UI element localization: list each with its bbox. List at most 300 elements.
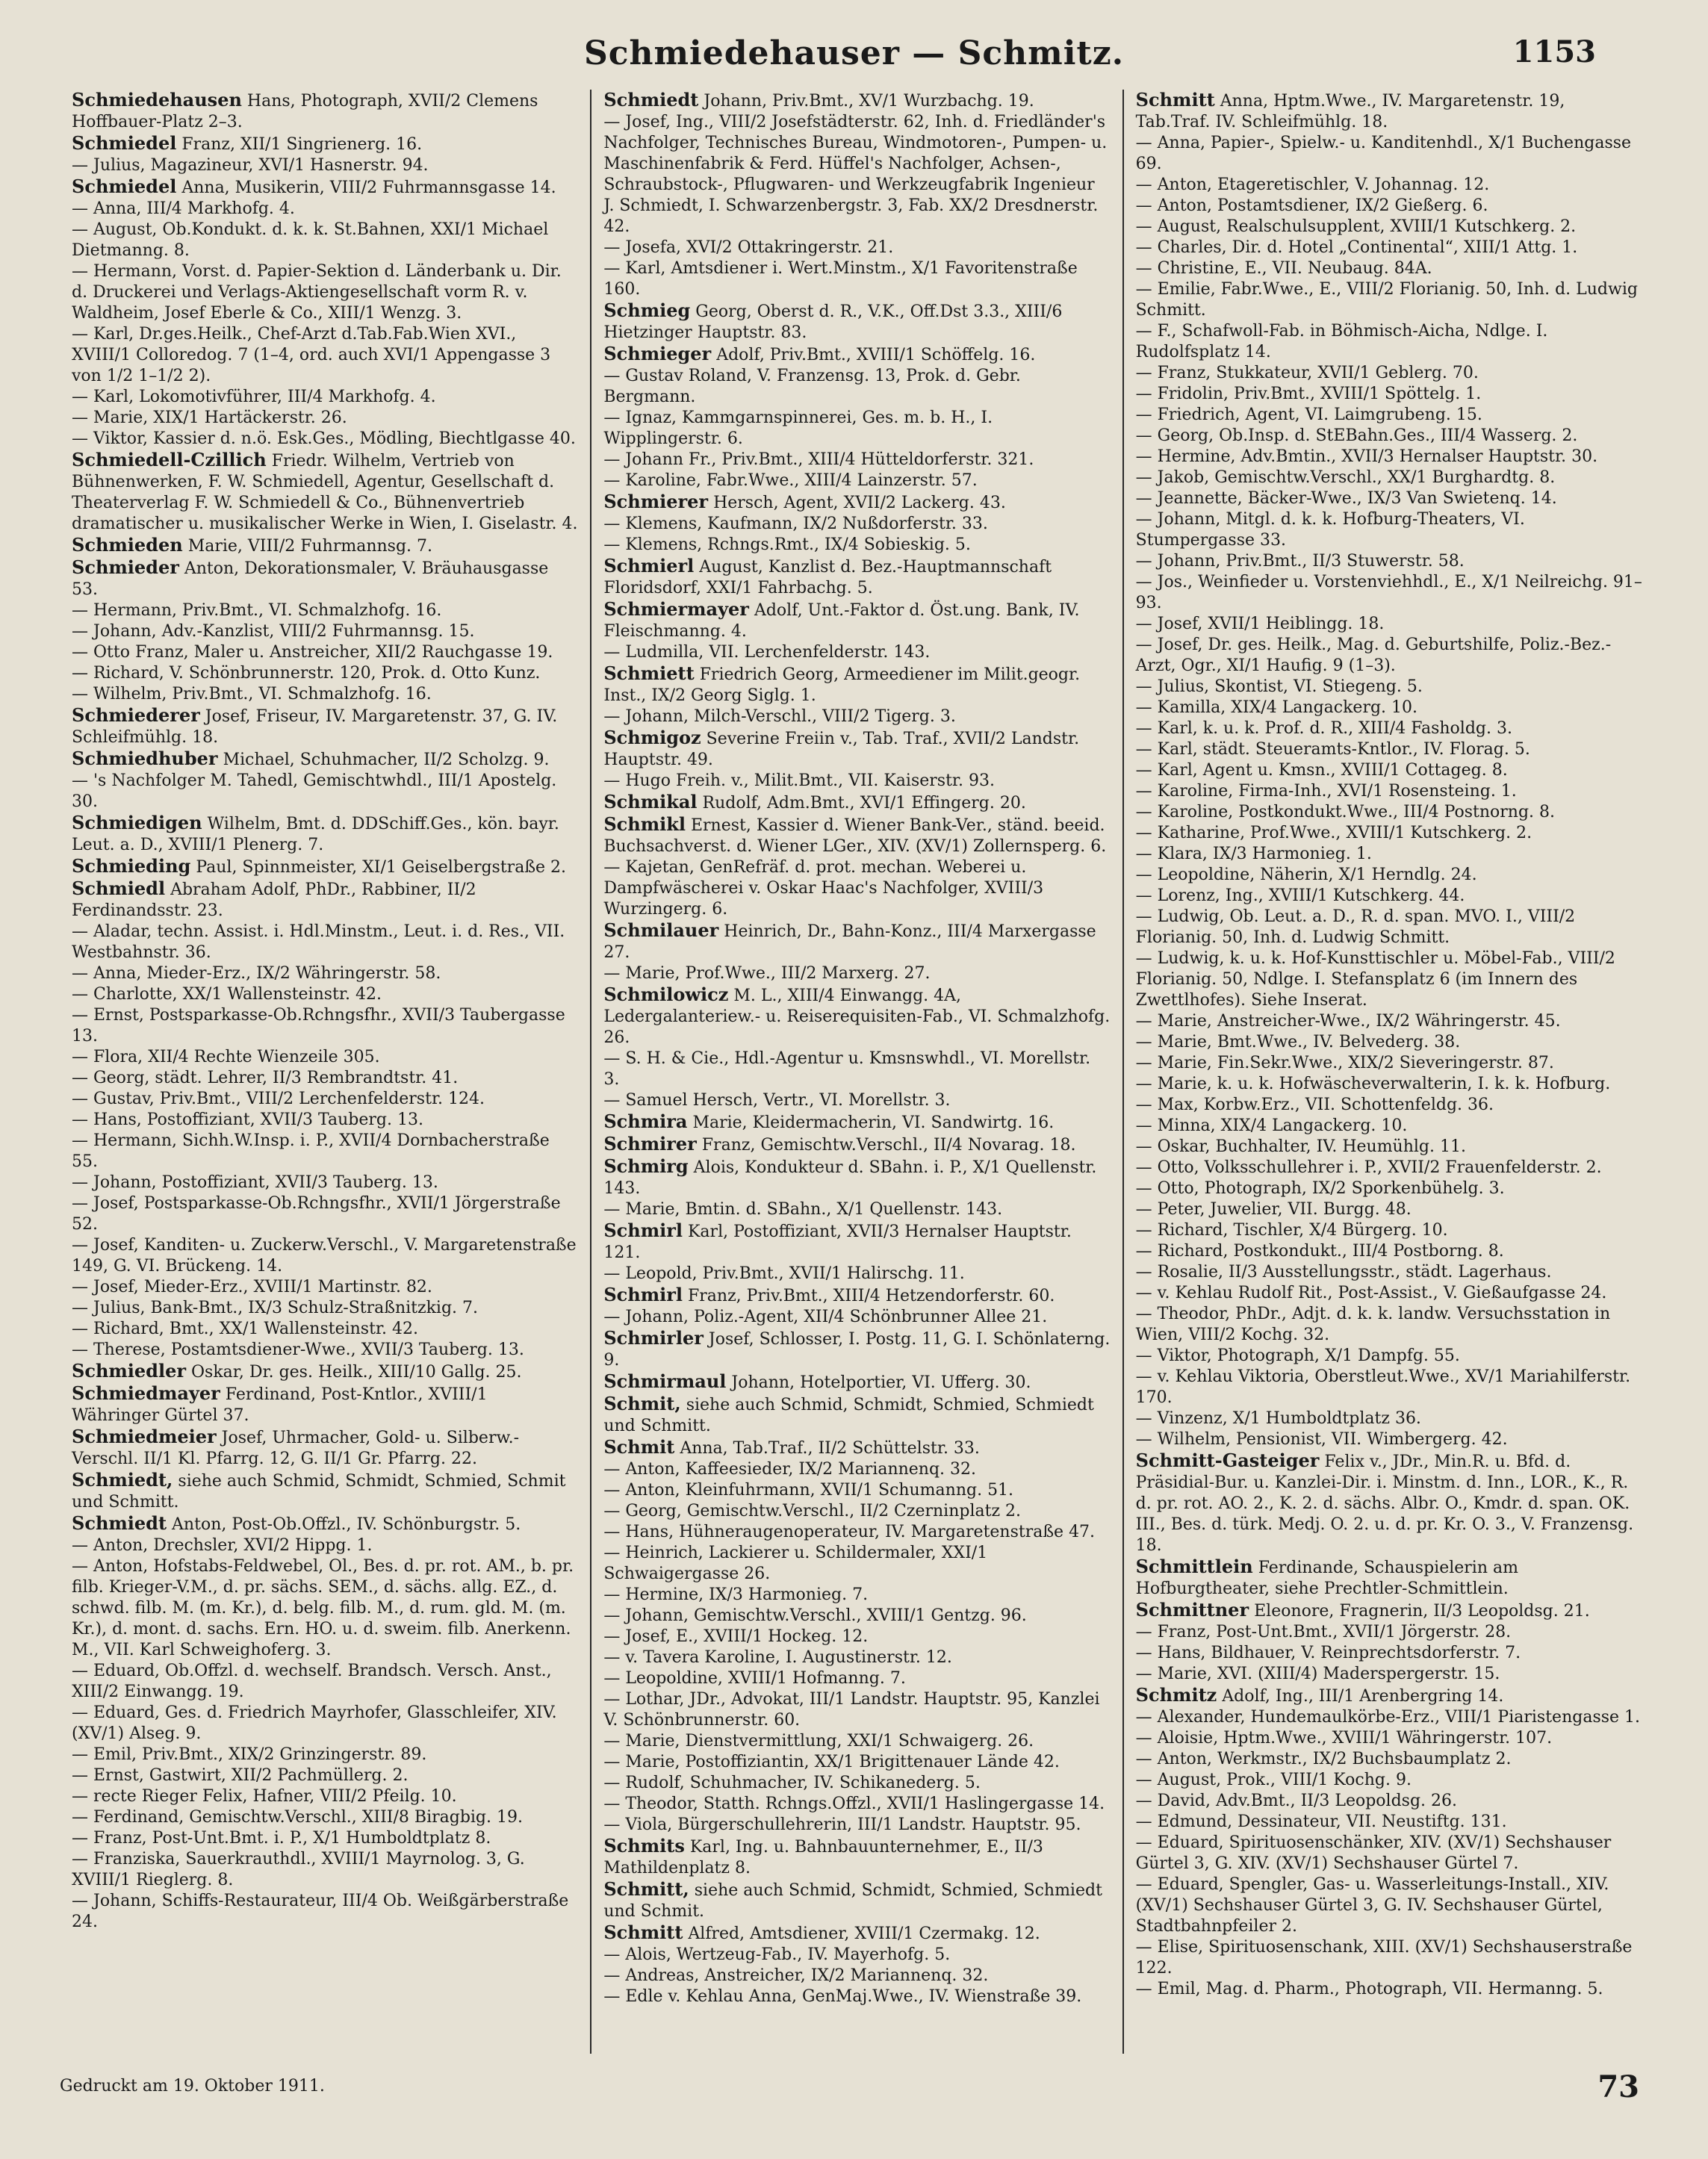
- entry-surname: Schmit,: [603, 1393, 681, 1414]
- entry-details: — S. H. & Cie., Hdl.-Agentur u. Kmsnswhdl., VI. Morellstr. 3.: [603, 1049, 1091, 1089]
- entry-details: Karl, Ing. u. Bahnbauunternehmer, E., II/3 Mathildenplatz 8.: [603, 1838, 1043, 1877]
- entry-details: — Franz, Stukkateur, XVII/1 Geblerg. 70.: [1135, 364, 1479, 382]
- directory-entry: [72, 963, 578, 984]
- entry-details: Rudolf, Adm.Bmt., XVI/1 Effingerg. 20.: [702, 794, 1026, 813]
- directory-entry: [1136, 1283, 1642, 1304]
- directory-entry: [72, 133, 578, 155]
- directory-entry: [1136, 1791, 1642, 1812]
- entry-details: — Flora, XII/4 Rechte Wienzeile 305.: [72, 1048, 380, 1066]
- directory-entry: [1136, 405, 1642, 426]
- entry-surname: Schmiedel: [72, 132, 177, 154]
- entry-surname: Schmits: [603, 1835, 685, 1857]
- directory-entry: [603, 984, 1110, 1049]
- entry-details: — Karl, Amtsdiener i. Wert.Minstm., X/1 Favoritenstraße 160.: [603, 259, 1078, 299]
- directory-entry: [1136, 1874, 1642, 1937]
- directory-entry: [1136, 823, 1642, 844]
- entry-details: Karl, Postoffiziant, XVII/3 Hernalser Hauptstr. 121.: [603, 1223, 1072, 1262]
- directory-entry: [603, 771, 1110, 792]
- entry-details: — Hans, Hühneraugenoperateur, IV. Margaretenstraße 47.: [603, 1523, 1096, 1541]
- entry-details: Adolf, Priv.Bmt., XVIII/1 Schöffelg. 16.: [716, 346, 1036, 364]
- directory-entry: [72, 450, 578, 535]
- entry-surname: Schmiedhuber: [72, 748, 218, 769]
- entry-details: — Oskar, Buchhalter, IV. Heumühlg. 11.: [1135, 1137, 1466, 1156]
- entry-details: — Christine, E., VII. Neubaug. 84A.: [1135, 259, 1432, 278]
- entry-details: — Richard, V. Schönbrunnerstr. 120, Prok. d. Otto Kunz.: [72, 664, 541, 683]
- entry-details: Wilhelm, Bmt. d. DDSchiff.Ges., kön. bayr. Leut. a. D., XVIII/1 Plenerg. 7.: [72, 815, 559, 854]
- directory-entry: [1136, 572, 1642, 614]
- directory-entry: [72, 922, 578, 963]
- directory-entry: [603, 1668, 1110, 1689]
- entry-surname: Schmigoz: [603, 727, 701, 748]
- directory-entry: [603, 1627, 1110, 1647]
- directory-entry: [72, 176, 578, 199]
- directory-entry: [1136, 802, 1642, 823]
- directory-entry: [1136, 1346, 1642, 1367]
- entry-details: — Elise, Spirituosenschank, XIII. (XV/1) Sechshauserstraße 122.: [1135, 1938, 1633, 1978]
- entry-details: — Lorenz, Ing., XVIII/1 Kutschkerg. 44.: [1135, 886, 1465, 905]
- entry-surname: Schmit: [603, 1436, 675, 1458]
- entry-surname: Schmilauer: [603, 919, 719, 941]
- directory-entry: [1136, 1937, 1642, 1979]
- directory-entry: [603, 1199, 1110, 1220]
- entry-details: — Marie, Fin.Sekr.Wwe., XIX/2 Sieveringerstr. 87.: [1135, 1054, 1554, 1072]
- directory-entry: [1136, 447, 1642, 467]
- directory-entry: [1136, 1556, 1642, 1600]
- entry-details: Anton, Post-Ob.Offzl., IV. Schönburgstr. 5.: [172, 1515, 521, 1534]
- entry-details: — Viola, Bürgerschullehrerin, III/1 Landstr. Hauptstr. 95.: [603, 1815, 1081, 1834]
- directory-entry: [603, 1307, 1110, 1328]
- entry-details: — Marie, Anstreicher-Wwe., IX/2 Währingerstr. 45.: [1135, 1012, 1561, 1031]
- directory-entry: [72, 1661, 578, 1703]
- entry-surname: Schmirer: [603, 1133, 697, 1155]
- entry-details: — Josefa, XVI/2 Ottakringerstr. 21.: [603, 238, 894, 257]
- directory-entry: [1136, 133, 1642, 175]
- directory-entry: [72, 199, 578, 220]
- directory-entry: [603, 1836, 1110, 1879]
- directory-entry: [603, 706, 1110, 727]
- directory-entry: [72, 1089, 578, 1110]
- directory-entry: [72, 771, 578, 813]
- entry-details: — Otto, Volksschullehrer i. P., XVII/2 Frauenfelderstr. 2.: [1135, 1158, 1602, 1177]
- directory-entry: [1136, 1812, 1642, 1833]
- entry-details: — Marie, k. u. k. Hofwäscheverwalterin, I. k. k. Hofburg.: [1135, 1075, 1611, 1093]
- entry-details: — Richard, Postkondukt., III/4 Postborng. 8.: [1135, 1242, 1504, 1261]
- directory-entry: [1136, 760, 1642, 781]
- directory-entry: [603, 1815, 1110, 1836]
- entry-details: Michael, Schuhmacher, II/2 Scholzg. 9.: [223, 751, 550, 769]
- entry-details: — 's Nachfolger M. Tahedl, Gemischtwhdl., III/1 Apostelg. 30.: [72, 771, 557, 811]
- entry-details: — Hermann, Vorst. d. Papier-Sektion d. Länderbank u. Dir. d. Druckerei und Verlags-Aktiengesellschaft vorm R. v. Waldheim, Josef Eberle & Co., XIII/1 Wenzg. 3.: [72, 262, 562, 323]
- entry-details: — Ludwig, k. u. k. Hof-Kunsttischler u. Möbel-Fab., VIII/2 Florianig. 50, Ndlge. I. Stefansplatz 6 (im Innern des Zwettlhofes). Siehe Inserat.: [1135, 949, 1615, 1010]
- entry-details: — Edle v. Kehlau Anna, GenMaj.Wwe., IV. Wienstraße 39.: [603, 1987, 1082, 2006]
- entry-details: — Klara, IX/3 Harmonieg. 1.: [1135, 845, 1372, 863]
- directory-entry: [603, 642, 1110, 663]
- entry-details: August, Kanzlist d. Bez.-Hauptmannschaft Floridsdorf, XXI/1 Fahrbachg. 5.: [603, 558, 1052, 597]
- directory-entry: [1136, 217, 1642, 237]
- directory-entry: [603, 1437, 1110, 1459]
- entry-details: — v. Kehlau Rudolf Rit., Post-Assist., V. Gießaufgasse 24.: [1135, 1284, 1607, 1302]
- entry-details: — Anton, Hofstabs-Feldwebel, Ol., Bes. d. pr. rot. AM., b. pr. filb. Krieger-V.M., d. pr. sächs. SEM., d. sächs. allg. EZ., d. schwd. filb. M. (m. Kr.), d. belg. filb. M., d. rum. gld. M. (m. Kr.), d. mont. d. sachs. Ern. HO. u. d. sweim. filb. Anerkenn. M., VII. Karl Schweighoferg. 3.: [72, 1557, 574, 1659]
- directory-entry: [603, 1879, 1110, 1922]
- entry-details: — Hermine, Adv.Bmtin., XVII/3 Hernalser Hauptstr. 30.: [1135, 447, 1598, 466]
- entry-details: — Otto, Photograph, IX/2 Sporkenbühelg. 3.: [1135, 1179, 1505, 1198]
- directory-entry: [72, 1703, 578, 1745]
- directory-entry: [603, 1922, 1110, 1945]
- directory-entry: [72, 1047, 578, 1068]
- entry-details: Georg, Oberst d. R., V.K., Off.Dst 3.3., XIII/6 Hietzinger Hauptstr. 83.: [603, 302, 1063, 342]
- directory-entry: [1136, 1685, 1642, 1707]
- entry-surname: Schmitt: [1135, 90, 1215, 111]
- entry-details: — Anna, Papier-, Spielw.- u. Kanditenhdl., X/1 Buchengasse 69.: [1135, 134, 1632, 173]
- entry-surname: Schmieding: [72, 855, 191, 877]
- entry-details: — Otto Franz, Maler u. Anstreicher, XII/2 Rauchgasse 19.: [72, 643, 553, 662]
- directory-entry: [72, 984, 578, 1005]
- entry-details: M. L., XIII/4 Einwangg. 4A, Ledergalanteriew.- u. Reiserequisiten-Fab., VI. Schmalzhofg. 26.: [603, 987, 1111, 1047]
- column-2: [591, 90, 1123, 2054]
- directory-entry: [603, 408, 1110, 450]
- entry-details: — Johann Fr., Priv.Bmt., XIII/4 Hütteldorferstr. 321.: [603, 450, 1034, 469]
- entry-details: — Eduard, Spengler, Gas- u. Wasserleitungs-Install., XIV. (XV/1) Sechshauser Gürtel 3, G. IV. Sechshauser Gürtel, Stadtbahnpfeiler 2.: [1135, 1875, 1609, 1936]
- entry-details: — Hans, Bildhauer, V. Reinprechtsdorferstr. 7.: [1135, 1644, 1521, 1662]
- directory-entry: [1136, 1979, 1642, 2000]
- directory-entry: [603, 1156, 1110, 1199]
- directory-entry: [603, 1585, 1110, 1606]
- entry-surname: Schmiedmayer: [72, 1382, 220, 1404]
- directory-entry: [72, 1361, 578, 1383]
- column-3: [1124, 90, 1654, 2054]
- entry-details: Alois, Kondukteur d. SBahn. i. P., X/1 Quellenstr. 143.: [603, 1158, 1097, 1198]
- directory-entry: [72, 1849, 578, 1891]
- entry-details: — Karl, Lokomotivführer, III/4 Markhofg. 4.: [72, 388, 436, 406]
- page-number: 1153: [1512, 34, 1596, 69]
- sheet-number: 73: [1597, 2069, 1639, 2104]
- entry-details: — Johann, Adv.-Kanzlist, VIII/2 Fuhrmannsg. 15.: [72, 622, 475, 641]
- directory-entry: [72, 1765, 578, 1786]
- entry-surname: Schmiedmeier: [72, 1426, 217, 1447]
- entry-details: Johann, Priv.Bmt., XV/1 Wurzbachg. 19.: [704, 92, 1034, 111]
- directory-entry: [72, 261, 578, 324]
- directory-entry: [72, 1426, 578, 1470]
- entry-details: Paul, Spinnmeister, XI/1 Geiselbergstraße 2.: [196, 858, 567, 877]
- directory-entry: [603, 792, 1110, 814]
- entry-surname: Schmilowicz: [603, 984, 729, 1005]
- directory-entry: [603, 1371, 1110, 1394]
- entry-details: — Aloisie, Hptm.Wwe., XVIII/1 Währingerstr. 107.: [1135, 1729, 1553, 1748]
- directory-entry: [72, 621, 578, 642]
- directory-entry: [603, 1220, 1110, 1264]
- entry-details: — Wilhelm, Priv.Bmt., VI. Schmalzhofg. 16.: [72, 685, 432, 703]
- entry-details: — Charlotte, XX/1 Wallensteinstr. 42.: [72, 985, 382, 1004]
- entry-details: — Karoline, Postkondukt.Wwe., III/4 Postnorng. 8.: [1135, 803, 1556, 821]
- entry-details: — Ferdinand, Gemischtw.Verschl., XIII/8 Biragbig. 19.: [72, 1808, 523, 1827]
- entry-details: — Wilhelm, Pensionist, VII. Wimbergerg. 42.: [1135, 1430, 1508, 1449]
- directory-entry: [603, 1966, 1110, 1986]
- directory-entry: [72, 705, 578, 748]
- directory-entry: [72, 1235, 578, 1277]
- entry-details: — Gustav Roland, V. Franzensg. 13, Prok. d. Gebr. Bergmann.: [603, 367, 1021, 406]
- directory-entry: [1136, 614, 1642, 635]
- entry-surname: Schmieder: [72, 556, 179, 578]
- directory-entry: [603, 1501, 1110, 1522]
- entry-details: siehe auch Schmid, Schmidt, Schmied, Schmiedt und Schmit.: [603, 1881, 1102, 1921]
- entry-details: — Josef, Ing., VIII/2 Josefstädterstr. 62, Inh. d. Friedländer's Nachfolger, Technisches Bureau, Windmotoren-, Pumpen- u. Maschinenfabrik & Ferd. Hüffel's Nachfolger, Achsen-, Schraubstock-, Pflugwaren- und Werkzeugfabrik Ingenieur J. Schmiedt, I. Schwarzenbergstr. 3, Fab. XX/2 Dresdnerstr. 42.: [603, 113, 1108, 236]
- entry-surname: Schmikal: [603, 791, 698, 813]
- entry-details: — Gustav, Priv.Bmt., VIII/2 Lerchenfelderstr. 124.: [72, 1090, 485, 1108]
- directory-entry: [1136, 426, 1642, 447]
- directory-entry: [1136, 1728, 1642, 1749]
- entry-details: — Julius, Magazineur, XVI/1 Hasnerstr. 94.: [72, 156, 429, 175]
- directory-entry: [72, 220, 578, 261]
- directory-entry: [1136, 279, 1642, 321]
- print-date-note: Gedruckt am 19. Oktober 1911.: [60, 2077, 325, 2096]
- directory-entry: [1136, 844, 1642, 865]
- entry-details: — Julius, Skontist, VI. Stiegeng. 5.: [1135, 677, 1423, 696]
- entry-details: — Josef, Postsparkasse-Ob.Rchngsfhr., XVII/1 Jörgerstraße 52.: [72, 1194, 561, 1234]
- directory-entry: [72, 387, 578, 408]
- entry-details: Hersch, Agent, XVII/2 Lackerg. 43.: [713, 494, 1006, 512]
- entry-details: — Georg, Ob.Insp. d. StEBahn.Ges., III/4 Wasserg. 2.: [1135, 426, 1578, 445]
- entry-details: — Franz, Post-Unt.Bmt. i. P., X/1 Humboldtplatz 8.: [72, 1829, 491, 1848]
- entry-details: — Eduard, Ges. d. Friedrich Mayrhofer, Glasschleifer, XIV. (XV/1) Alseg. 9.: [72, 1703, 557, 1743]
- page-header: [0, 30, 1708, 90]
- entry-details: — Ernst, Gastwirt, XII/2 Pachmüllerg. 2.: [72, 1766, 409, 1785]
- entry-details: — F., Schafwoll-Fab. in Böhmisch-Aicha, Ndlge. I. Rudolfsplatz 14.: [1135, 322, 1548, 361]
- directory-entry: [1136, 175, 1642, 196]
- directory-entry: [72, 1513, 578, 1535]
- entry-details: — Edmund, Dessinateur, VII. Neustiftg. 131.: [1135, 1812, 1507, 1831]
- entry-details: Abraham Adolf, PhDr., Rabbiner, II/2 Ferdinandsstr. 23.: [72, 880, 476, 920]
- entry-surname: Schmiedel: [72, 175, 177, 197]
- entry-details: — Fridolin, Priv.Bmt., XVIII/1 Spöttelg. 1.: [1135, 385, 1482, 403]
- entry-details: — Alois, Wertzeug-Fab., IV. Mayerhofg. 5.: [603, 1945, 951, 1964]
- entry-details: — Jeannette, Bäcker-Wwe., IX/3 Van Swietenq. 14.: [1135, 489, 1557, 508]
- directory-entry: [1136, 196, 1642, 217]
- entry-details: Adolf, Unt.-Faktor d. Öst.ung. Bank, IV. Fleischmanng. 4.: [603, 601, 1080, 641]
- directory-entry: [72, 878, 578, 922]
- entry-details: — Eduard, Spirituosenschänker, XIV. (XV/1) Sechshauser Gürtel 3, G. XIV. (XV/1) Sechshauser Gürtel 7.: [1135, 1833, 1612, 1873]
- directory-entry: [72, 155, 578, 176]
- directory-entry: [603, 1543, 1110, 1585]
- entry-details: Anna, Tab.Traf., II/2 Schüttelstr. 33.: [680, 1439, 980, 1458]
- entry-details: — Marie, XIX/1 Hartäckerstr. 26.: [72, 408, 347, 427]
- directory-entry: [72, 90, 578, 133]
- directory-entry: [603, 1284, 1110, 1307]
- directory-entry: [1136, 1116, 1642, 1137]
- directory-entry: [72, 1277, 578, 1298]
- entry-details: — recte Rieger Felix, Hafner, VIII/2 Pfeilg. 10.: [72, 1787, 457, 1806]
- directory-entry: [603, 1794, 1110, 1815]
- directory-entry: [603, 857, 1110, 920]
- directory-entry: [1136, 907, 1642, 948]
- entry-details: — Anton, Werkmstr., IX/2 Buchsbaumplatz 2.: [1135, 1750, 1512, 1768]
- entry-details: Josef, Uhrmacher, Gold- u. Silberw.-Verschl. II/1 Kl. Pfarrg. 12, G. II/1 Gr. Pfarrg. 22.: [72, 1429, 520, 1468]
- directory-entry: [1136, 1707, 1642, 1728]
- entry-details: — Marie, Bmtin. d. SBahn., X/1 Quellenstr. 143.: [603, 1200, 1003, 1219]
- directory-entry: [1136, 551, 1642, 572]
- directory-entry: [1136, 1074, 1642, 1095]
- entry-details: — August, Ob.Kondukt. d. k. k. St.Bahnen, XXI/1 Michael Dietmanng. 8.: [72, 220, 549, 260]
- directory-entry: [1136, 1304, 1642, 1346]
- entry-details: — Andreas, Anstreicher, IX/2 Mariannenq. 32.: [603, 1966, 989, 1985]
- directory-entry: [72, 1005, 578, 1047]
- entry-surname: Schmirl: [603, 1220, 683, 1241]
- directory-entry: [603, 663, 1110, 706]
- directory-entry: [72, 1470, 578, 1513]
- entry-details: — Josef, Kanditen- u. Zuckerw.Verschl., V. Margaretenstraße 149, G. VI. Brückeng. 14.: [72, 1236, 577, 1276]
- directory-entry: [72, 1786, 578, 1807]
- directory-entry: [72, 535, 578, 557]
- entry-details: — Marie, Dienstvermittlung, XXI/1 Schwaigerg. 26.: [603, 1732, 1034, 1751]
- entry-details: — August, Realschulsupplent, XVIII/1 Kutschkerg. 2.: [1135, 217, 1577, 236]
- directory-entry: [603, 112, 1110, 237]
- column-1: [60, 90, 591, 2054]
- entry-details: — Vinzenz, X/1 Humboldtplatz 36.: [1135, 1409, 1421, 1428]
- directory-entry: [603, 1986, 1110, 2007]
- entry-details: — Johann, Postoffiziant, XVII/3 Tauberg. 13.: [72, 1173, 438, 1192]
- directory-entry: [1136, 1367, 1642, 1408]
- directory-entry: [72, 1068, 578, 1089]
- entry-details: — Johann, Priv.Bmt., II/3 Stuwerstr. 58.: [1135, 552, 1465, 571]
- entry-details: Oskar, Dr. ges. Heilk., XIII/10 Gallg. 25.: [191, 1363, 522, 1382]
- entry-details: Alfred, Amtsdiener, XVIII/1 Czermakg. 12.: [688, 1925, 1040, 1943]
- entry-details: — Franziska, Sauerkrauthdl., XVIII/1 Mayrnolog. 3, G. XVIII/1 Rieglerg. 8.: [72, 1850, 525, 1889]
- entry-details: — Eduard, Ob.Offzl. d. wechself. Brandsch. Versch. Anst., XIII/2 Einwangg. 19.: [72, 1662, 552, 1701]
- entry-details: — Klemens, Kaufmann, IX/2 Nußdorferstr. 33.: [603, 515, 988, 533]
- entry-details: Anna, Hptm.Wwe., IV. Margaretenstr. 19, Tab.Traf. IV. Schleifmühlg. 18.: [1135, 92, 1565, 131]
- directory-entry: [603, 1647, 1110, 1668]
- directory-entry: [603, 1111, 1110, 1134]
- entry-surname: Schmirmaul: [603, 1370, 727, 1392]
- directory-entry: [72, 1807, 578, 1828]
- directory-entry: [1136, 363, 1642, 384]
- entry-surname: Schmitz: [1135, 1684, 1217, 1706]
- directory-entry: [1136, 1095, 1642, 1116]
- entry-surname: Schmittner: [1135, 1599, 1249, 1621]
- directory-entry: [603, 344, 1110, 366]
- entry-details: — Emil, Priv.Bmt., XIX/2 Grinzingerstr. 89.: [72, 1745, 427, 1764]
- entry-details: Josef, Friseur, IV. Margaretenstr. 37, G. IV. Schleifmühlg. 18.: [72, 707, 558, 747]
- entry-details: — Emil, Mag. d. Pharm., Photograph, VII. Hermanng. 5.: [1135, 1980, 1603, 1998]
- entry-details: — August, Prok., VIII/1 Kochg. 9.: [1135, 1771, 1412, 1789]
- entry-details: Ernest, Kassier d. Wiener Bank-Ver., ständ. beeid. Buchsachverst. d. Wiener LGer., XIV. (XV/1) Zollernsperg. 6.: [603, 816, 1107, 856]
- directory-entry: [1136, 1262, 1642, 1283]
- entry-details: — Max, Korbw.Erz., VII. Schottenfeldg. 36.: [1135, 1096, 1494, 1114]
- entry-details: — Johann, Gemischtw.Verschl., XVIII/1 Gentzg. 96.: [603, 1606, 1027, 1625]
- directory-entry: [1136, 1241, 1642, 1262]
- directory-entry: [72, 1131, 578, 1172]
- entry-details: — Georg, Gemischtw.Verschl., II/2 Czerninplatz 2.: [603, 1502, 1022, 1520]
- entry-details: — Klemens, Rchngs.Rmt., IX/4 Sobieskig. 5.: [603, 535, 971, 554]
- entry-details: — Anna, III/4 Markhofg. 4.: [72, 199, 295, 218]
- directory-entry: [603, 450, 1110, 470]
- directory-entry: [72, 1110, 578, 1131]
- entry-details: — Marie, Postoffiziantin, XX/1 Brigittenauer Lände 42.: [603, 1753, 1060, 1771]
- entry-surname: Schmiedigen: [72, 812, 202, 833]
- directory-entry: [1136, 1770, 1642, 1791]
- entry-details: — Julius, Bank-Bmt., IX/3 Schulz-Straßnitzkig. 7.: [72, 1299, 479, 1317]
- entry-details: — Hermann, Sichh.W.Insp. i. P., XVII/4 Dornbacherstraße 55.: [72, 1131, 550, 1171]
- entry-details: siehe auch Schmid, Schmidt, Schmied, Schmiedt und Schmitt.: [603, 1396, 1094, 1435]
- entry-details: — Hugo Freih. v., Milit.Bmt., VII. Kaiserstr. 93.: [603, 771, 995, 790]
- entry-details: — Samuel Hersch, Vertr., VI. Morellstr. 3.: [603, 1091, 951, 1110]
- directory-entry: [1136, 1450, 1642, 1556]
- entry-details: Anna, Musikerin, VIII/2 Fuhrmannsgasse 14.: [181, 178, 556, 197]
- entry-details: — Peter, Juwelier, VII. Burgg. 48.: [1135, 1200, 1412, 1219]
- directory-entry: [1136, 1749, 1642, 1770]
- directory-entry: [603, 1752, 1110, 1773]
- entry-details: — Kajetan, GenRefräf. d. prot. mechan. Weberei u. Dampfwäscherei v. Oskar Haac's Nachfolger, XVIII/3 Wurzingerg. 6.: [603, 858, 1044, 919]
- entry-details: — Anton, Postamtsdiener, IX/2 Gießerg. 6.: [1135, 196, 1488, 215]
- entry-details: — Jos., Weinfieder u. Vorstenviehhdl., E., X/1 Neilreichg. 91–93.: [1135, 573, 1642, 612]
- directory-entry: [1136, 1833, 1642, 1874]
- entry-details: — Johann, Poliz.-Agent, XII/4 Schönbrunner Allee 21.: [603, 1308, 1048, 1326]
- entry-surname: Schmiedt: [72, 1512, 167, 1534]
- running-head: Schmiedehauser — Schmitz.: [583, 34, 1125, 72]
- directory-entry: [603, 1689, 1110, 1731]
- entry-details: — Therese, Postamtsdiener-Wwe., XVII/3 Tauberg. 13.: [72, 1341, 524, 1359]
- directory-entry: [1136, 1178, 1642, 1199]
- entry-details: — Rudolf, Schuhmacher, IV. Schikanederg. 5.: [603, 1774, 981, 1792]
- directory-entry: [603, 556, 1110, 599]
- entry-details: Adolf, Ing., III/1 Arenbergring 14.: [1222, 1687, 1504, 1706]
- directory-entry: [603, 470, 1110, 491]
- entry-details: — Anton, Etageretischler, V. Johannag. 12.: [1135, 175, 1490, 194]
- directory-entry: [603, 1731, 1110, 1752]
- entry-surname: Schmiermayer: [603, 598, 749, 620]
- directory-entry: [603, 920, 1110, 963]
- directory-entry: [72, 1745, 578, 1765]
- entry-details: Heinrich, Dr., Bahn-Konz., III/4 Marxergasse 27.: [603, 922, 1096, 962]
- directory-entry: [603, 366, 1110, 408]
- directory-entry: [72, 813, 578, 856]
- entry-details: Hans, Photograph, XVII/2 Clemens Hoffbauer-Platz 2–3.: [72, 92, 538, 131]
- directory-entry: [603, 237, 1110, 258]
- directory-entry: [72, 642, 578, 663]
- entry-details: Josef, Schlosser, I. Postg. 11, G. I. Schönlaterng. 9.: [603, 1330, 1111, 1370]
- entry-details: — Anton, Drechsler, XVI/2 Hippg. 1.: [72, 1536, 373, 1555]
- directory-entry: [72, 663, 578, 684]
- directory-entry: [603, 1090, 1110, 1111]
- entry-details: Felix v., JDr., Min.R. u. Bfd. d. Präsidial-Bur. u. Kanzlei-Dir. i. Minstm. d. Inn., LOR., K., R. d. pr. rot. AO. 2., K. 2. d. sächs. Albr. O., Kmdr. d. span. OK. III., Bes. d. türk. Medj. O. 2. u. d. pr. Kr. O. 3., V. Franzensg. 18.: [1135, 1453, 1634, 1555]
- directory-entry: [603, 258, 1110, 300]
- directory-entry: [1136, 781, 1642, 802]
- directory-entry: [1136, 1137, 1642, 1158]
- directory-entry: [1136, 886, 1642, 907]
- entry-details: — Katharine, Prof.Wwe., XVIII/1 Kutschkerg. 2.: [1135, 824, 1532, 842]
- entry-surname: Schmiedehausen: [72, 90, 242, 111]
- entry-details: Eleonore, Fragnerin, II/3 Leopoldsg. 21.: [1254, 1602, 1590, 1621]
- entry-details: — Theodor, Statth. Rchngs.Offzl., XVII/1 Haslingergasse 14.: [603, 1795, 1105, 1813]
- directory-entry: [1136, 1220, 1642, 1241]
- entry-surname: Schmiedl: [72, 877, 166, 899]
- entry-details: — Ludwig, Ob. Leut. a. D., R. d. span. MVO. I., VIII/2 Florianig. 50, Inh. d. Ludwig Schmitt.: [1135, 907, 1576, 947]
- directory-entry: [72, 684, 578, 705]
- entry-details: — Marie, XVI. (XIII/4) Maderspergerstr. 15.: [1135, 1665, 1500, 1683]
- entry-surname: Schmitt,: [603, 1878, 689, 1900]
- directory-entry: [72, 1340, 578, 1361]
- entry-details: — Heinrich, Lackierer u. Schildermaler, XXI/1 Schwaigergasse 26.: [603, 1544, 988, 1583]
- directory-entry: [1136, 384, 1642, 405]
- directory-entry: [603, 1522, 1110, 1543]
- directory-entry: [1136, 698, 1642, 718]
- directory-entry: [1136, 1032, 1642, 1053]
- entry-surname: Schmira: [603, 1110, 688, 1132]
- entry-surname: Schmieden: [72, 534, 183, 556]
- directory-entry: [1136, 1643, 1642, 1664]
- directory-entry: [1136, 1600, 1642, 1622]
- entry-details: — Charles, Dir. d. Hotel „Continental“, XIII/1 Attg. 1.: [1135, 238, 1578, 257]
- entry-details: — Karoline, Firma-Inh., XVI/1 Rosensteing. 1.: [1135, 782, 1517, 801]
